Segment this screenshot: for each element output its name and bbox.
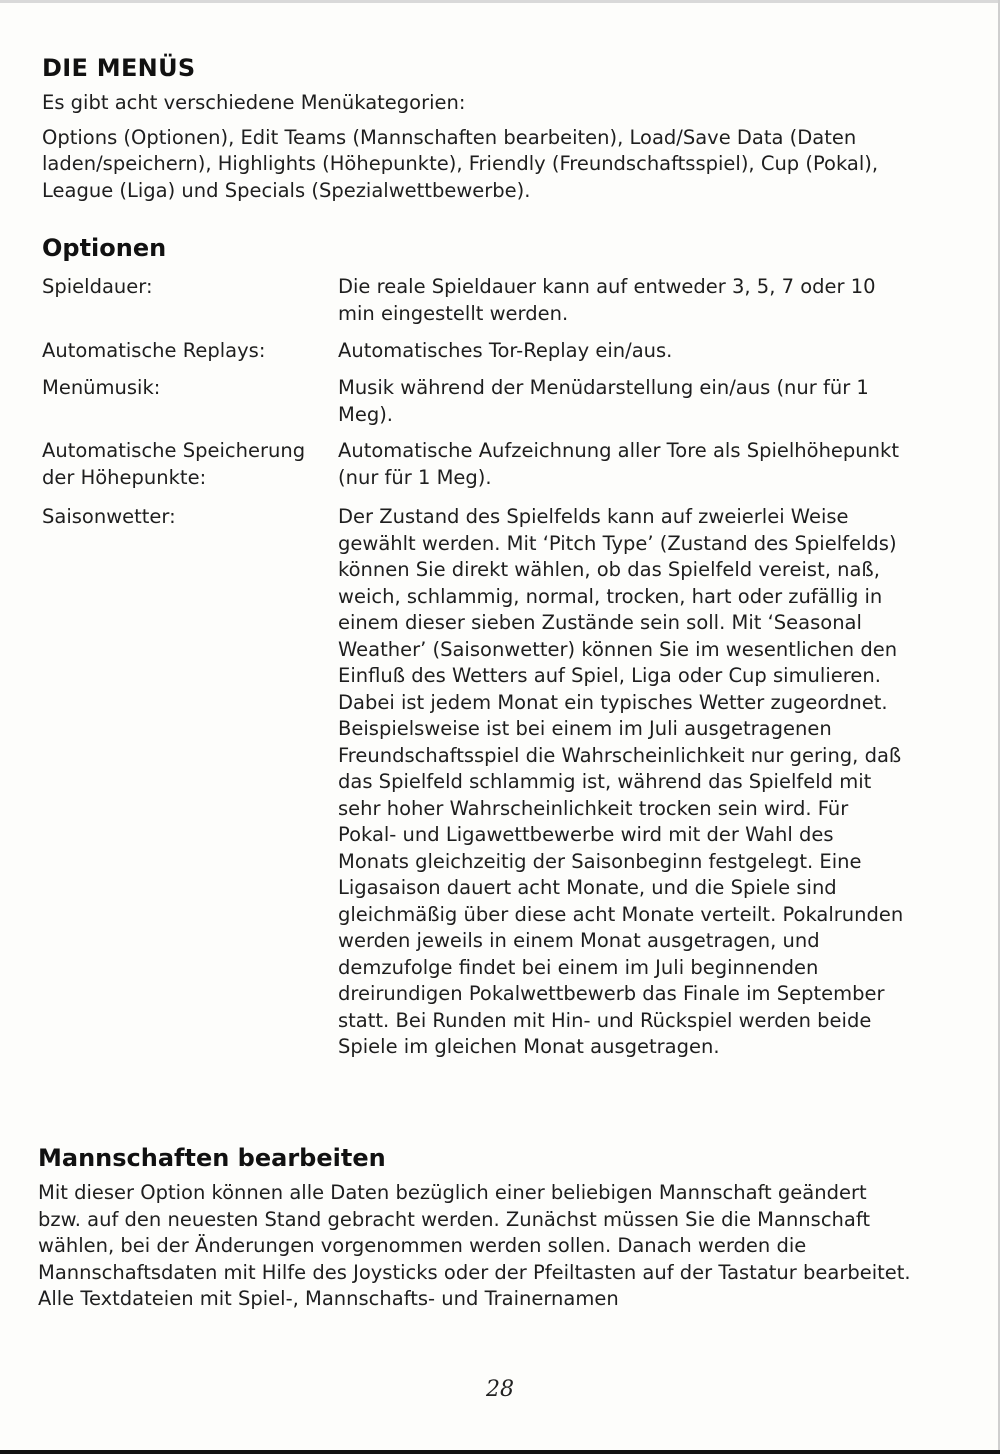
- option-description: Musik während der Menüdarstellung ein/aus (nur für 1 Meg).: [338, 376, 869, 426]
- option-description: Automatische Aufzeichnung aller Tore als Spielhöhepunkt (nur für 1 Meg).: [338, 439, 899, 489]
- page-number: 28: [486, 1377, 514, 1402]
- teams-text: Mit dieser Option können alle Daten bezüglich einer beliebigen Mannschaft geändert bzw. auf den neuesten Stand gebracht werden. Zunächst müssen Sie die Mannschaft wählen, bei der Änderungen vorgenommen werden sollen. Danach werden die Mannschaftsdaten mit Hilfe des Joysticks oder der Pfeiltasten auf der Tastatur bearbeitet. Alle Textdateien mit Spiel-, Mannschafts- und Trainernamen: [38, 1181, 911, 1310]
- option-description: Der Zustand des Spielfelds kann auf zweierlei Weise gewählt werden. Mit ‘Pitch Type’ (Zustand des Spielfelds) können Sie direkt wählen, ob das Spielfeld vereist, naß, weich, schlammig, normal, trocken, hart oder zufällig in einem dieser sieben Zustände sein soll. Mit ‘Seasonal Weather’ (Saisonwetter) können Sie im wesentlichen den Einfluß des Wetters auf Spiel, Liga oder Cup simulieren. Dabei ist jedem Monat ein typisches Wetter zugeordnet. Beispielsweise ist bei einem im Juli ausgetragenen Freundschaftsspiel die Wahrscheinlichkeit nur gering, daß das Spielfeld schlammig ist, während das Spielfeld mit sehr hoher Wahrscheinlichkeit trocken sein wird. Für Pokal- und Ligawettbewerbe wird mit der Wahl des Monats gleichzeitig der Saisonbeginn festgelegt. Eine Ligasaison dauert acht Monate, und die Spiele sind gleichmäßig über diese acht Monate verteilt. Pokalrunden werden jeweils in einem Monat ausgetragen, und demzufolge findet bei einem im Juli beginnenden dreirundigen Pokalwettbewerb das Finale im September statt. Bei Runden mit Hin- und Rückspiel werden beide Spiele im gleichen Monat ausgetragen.: [338, 505, 904, 1058]
- option-label: Automatische Replays:: [42, 339, 266, 362]
- option-label: Spieldauer:: [42, 275, 153, 298]
- teams-heading: Mannschaften bearbeiten: [38, 1144, 386, 1172]
- option-label: Saisonwetter:: [42, 505, 176, 528]
- option-description: Die reale Spieldauer kann auf entweder 3, 5, 7 oder 10 min eingestellt werden.: [338, 275, 876, 325]
- menus-list: Options (Optionen), Edit Teams (Mannschaften bearbeiten), Load/Save Data (Daten laden/speichern), Highlights (Höhepunkte), Friendly (Freundschaftsspiel), Cup (Pokal), League (Liga) und Specials (Spezialwettbewerbe).: [42, 125, 879, 202]
- option-label: Automatische Speicherung der Höhepunkte:: [42, 439, 306, 489]
- menus-section: [42, 54, 912, 204]
- scan-edge-top: [0, 0, 1000, 3]
- menus-heading: DIE MENÜS: [42, 54, 196, 82]
- option-label: Menümusik:: [42, 376, 161, 399]
- scan-edge-bottom: [0, 1450, 1000, 1454]
- teams-section: [38, 1144, 912, 1313]
- option-description: Automatisches Tor-Replay ein/aus.: [338, 339, 673, 362]
- options-heading: Optionen: [42, 234, 167, 262]
- options-section: [42, 234, 912, 262]
- menus-intro: Es gibt acht verschiedene Menükategorien:: [42, 91, 466, 114]
